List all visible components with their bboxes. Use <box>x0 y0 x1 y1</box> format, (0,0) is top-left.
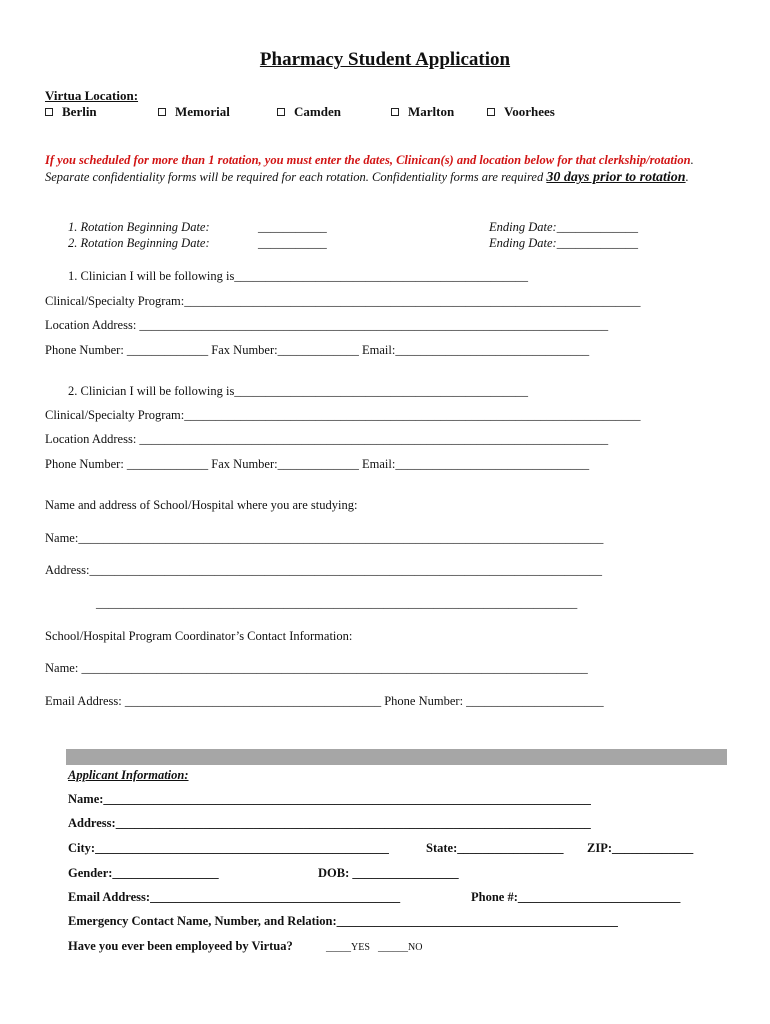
applicant-gender-field[interactable]: Gender:_________________ <box>68 866 219 880</box>
clinician-1-field[interactable]: 1. Clinician I will be following is_______________________________________________ <box>68 269 529 283</box>
location-option-camden[interactable]: Camden <box>277 104 341 120</box>
clinician-1-address-field[interactable]: Location Address: ___________________________________________________________________________ <box>45 318 609 332</box>
checkbox-icon[interactable] <box>45 108 53 116</box>
clinician-1-program-field[interactable]: Clinical/Specialty Program:_________________________________________________________________________ <box>45 294 641 308</box>
clinician-2-contact-fields[interactable]: Phone Number: _____________ Fax Number:_____________ Email:_______________________________ <box>45 457 590 471</box>
school-name-field[interactable]: Name:____________________________________________________________________________________ <box>45 531 604 545</box>
coordinator-heading: School/Hospital Program Coordinator’s Contact Information: <box>45 629 353 643</box>
rotation-2-begin-label: 2. Rotation Beginning Date: <box>68 236 210 250</box>
applicant-zip-field[interactable]: ZIP:_____________ <box>587 841 694 855</box>
school-address-line-2[interactable]: _____________________________________________________________________________ <box>96 596 578 610</box>
checkbox-icon[interactable] <box>277 108 285 116</box>
location-option-voorhees[interactable]: Voorhees <box>487 104 555 120</box>
rotation-2-begin-field[interactable]: ___________ <box>258 236 327 250</box>
clinician-1-contact-fields[interactable]: Phone Number: _____________ Fax Number:_____________ Email:_______________________________ <box>45 343 590 357</box>
section-divider-bar <box>66 749 727 765</box>
coordinator-contact-fields[interactable]: Email Address: _________________________________________ Phone Number: ______________________ <box>45 694 604 708</box>
clinician-2-field[interactable]: 2. Clinician I will be following is_______________________________________________ <box>68 384 529 398</box>
location-option-berlin[interactable]: Berlin <box>45 104 97 120</box>
location-label: Virtua Location: <box>45 88 139 103</box>
applicant-state-field[interactable]: State:_________________ <box>426 841 564 855</box>
checkbox-icon[interactable] <box>487 108 495 116</box>
rotation-1-begin-label: 1. Rotation Beginning Date: <box>68 220 210 234</box>
location-option-memorial[interactable]: Memorial <box>158 104 230 120</box>
clinician-2-address-field[interactable]: Location Address: ___________________________________________________________________________ <box>45 432 609 446</box>
emergency-contact-field[interactable]: Emergency Contact Name, Number, and Relation:_____________________________________________ <box>68 914 618 928</box>
applicant-address-field[interactable]: Address:____________________________________________________________________________ <box>68 816 591 830</box>
employed-question: Have you ever been employeed by Virtua? <box>68 939 293 953</box>
applicant-name-field[interactable]: Name:______________________________________________________________________________ <box>68 792 591 806</box>
applicant-email-field[interactable]: Email Address:________________________________________ <box>68 890 401 904</box>
location-option-marlton[interactable]: Marlton <box>391 104 454 120</box>
page-title: Pharmacy Student Application <box>259 49 511 70</box>
school-heading: Name and address of School/Hospital where you are studying: <box>45 498 358 512</box>
school-address-field[interactable]: Address:__________________________________________________________________________________ <box>45 563 602 577</box>
applicant-dob-field[interactable]: DOB: _________________ <box>318 866 459 880</box>
employed-no-field[interactable]: ______NO <box>378 942 423 953</box>
rotation-1-end-field[interactable]: Ending Date:_____________ <box>489 220 638 234</box>
clinician-2-program-field[interactable]: Clinical/Specialty Program:_________________________________________________________________________ <box>45 408 641 422</box>
coordinator-name-field[interactable]: Name: _________________________________________________________________________________ <box>45 661 588 675</box>
checkbox-icon[interactable] <box>158 108 166 116</box>
rotation-notice: If you scheduled for more than 1 rotation, you must enter the dates, Clinican(s) and location below for that clerkship/rotation. Separate confidentiality forms will be required for each rotation. Confidentiality forms are required 30 days prior to rotation. <box>45 153 694 185</box>
rotation-2-end-field[interactable]: Ending Date:_____________ <box>489 236 638 250</box>
employed-yes-field[interactable]: _____YES <box>326 942 370 953</box>
applicant-city-field[interactable]: City:_______________________________________________ <box>68 841 389 855</box>
applicant-heading: Applicant Information: <box>68 768 189 782</box>
applicant-phone-field[interactable]: Phone #:__________________________ <box>471 890 681 904</box>
rotation-1-begin-field[interactable]: ___________ <box>258 220 327 234</box>
checkbox-icon[interactable] <box>391 108 399 116</box>
